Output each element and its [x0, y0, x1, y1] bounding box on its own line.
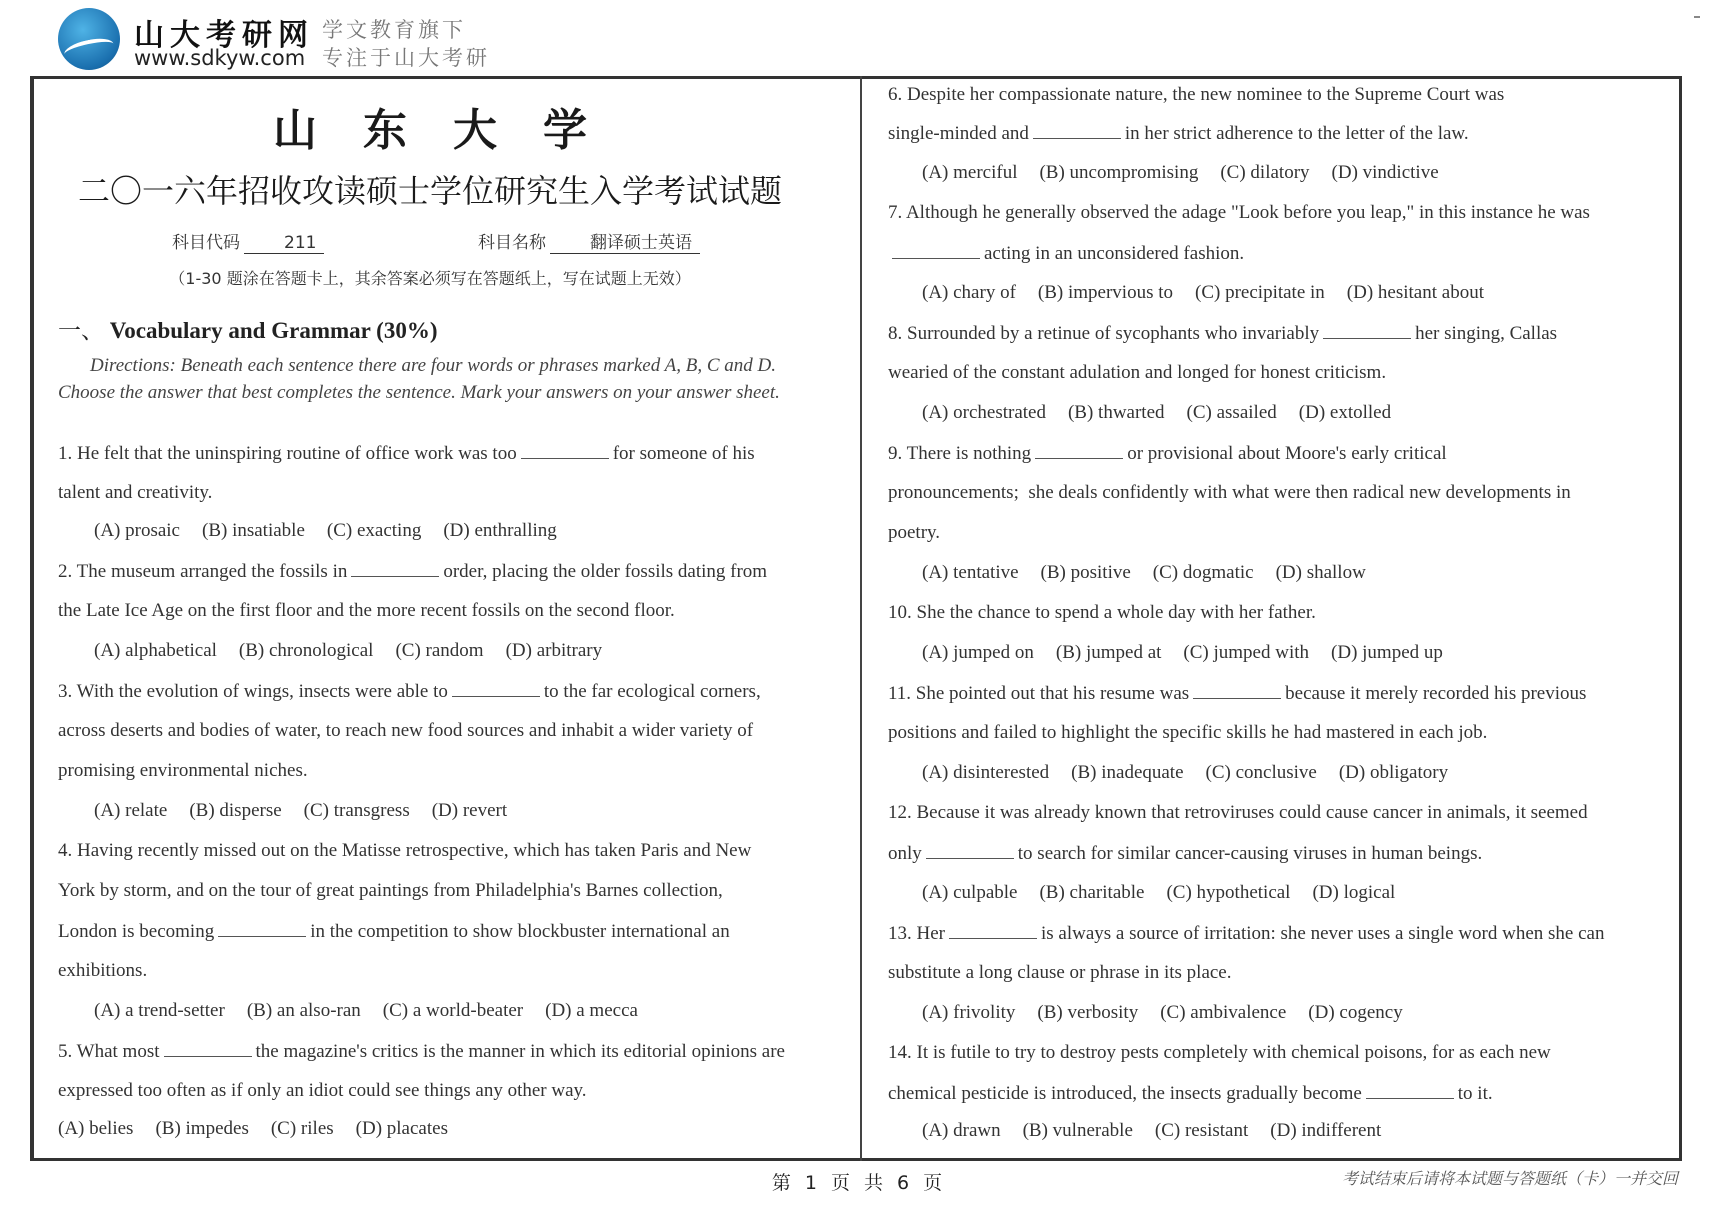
subject-code-value: 211 — [244, 233, 324, 254]
q14-text: chemical pesticide is introduced, the insects gradually become — [888, 1083, 1362, 1104]
q6-text: in her strict adherence to the letter of the law. — [1124, 123, 1469, 144]
question-4: 4. Having recently missed out on the Matisse retrospective, which has taken Paris and New — [58, 840, 752, 861]
q2-options — [94, 640, 624, 662]
option-c: (C) transgress — [303, 800, 410, 821]
option-b: (B) chronological — [238, 640, 374, 661]
question-6: 6. Despite her compassionate nature, the new nominee to the Supreme Court was — [888, 84, 1505, 105]
option-a: (A) jumped on — [922, 642, 1034, 663]
q1-continued: talent and creativity. — [58, 482, 213, 503]
q13-continued: substitute a long clause or phrase in its place. — [888, 962, 1232, 983]
q7-options — [922, 282, 1506, 304]
option-c: (C) precipitate in — [1195, 282, 1325, 303]
q12-text: to search for similar cancer-causing viruses in human beings. — [1017, 843, 1483, 864]
q4-options — [94, 1000, 660, 1022]
option-b: (B) impervious to — [1037, 282, 1174, 303]
site-name: 山大考研网 — [134, 18, 314, 53]
q4-text: London is becoming — [58, 921, 215, 942]
q3-text: 3. With the evolution of wings, insects were able to — [58, 681, 448, 702]
q4-text: in the competition to show blockbuster international an — [310, 921, 730, 942]
option-c: (C) a world-beater — [382, 1000, 524, 1021]
option-b: (B) thwarted — [1067, 402, 1165, 423]
q13-text: is always a source of irritation: she never uses a single word when she can — [1040, 923, 1605, 944]
slogan-line-1: 学文教育旗下 — [322, 18, 466, 42]
option-b: (B) disperse — [189, 800, 282, 821]
q9-options — [922, 562, 1388, 584]
answer-blank — [351, 560, 439, 577]
q1-text: for someone of his — [612, 443, 755, 464]
option-a: (A) alphabetical — [94, 640, 217, 661]
option-a: (A) a trend-setter — [94, 1000, 225, 1021]
answer-blank — [949, 922, 1037, 939]
option-b: (B) verbosity — [1037, 1002, 1139, 1023]
site-url[interactable]: www.sdkyw.com — [134, 46, 306, 70]
q9-continued: poetry. — [888, 522, 941, 543]
option-b: (B) an also-ran — [246, 1000, 361, 1021]
subject-name-label: 科目名称 — [478, 233, 546, 253]
option-b: (B) charitable — [1039, 882, 1145, 903]
q6-options — [922, 162, 1461, 184]
option-c: (C) riles — [270, 1118, 334, 1139]
q14-text: to it. — [1457, 1083, 1493, 1104]
corner-mark — [1694, 16, 1700, 18]
q12-text: only — [888, 843, 922, 864]
option-a: (A) frivolity — [922, 1002, 1016, 1023]
option-a: (A) disinterested — [922, 762, 1050, 783]
option-b: (B) positive — [1040, 562, 1131, 583]
question-5 — [58, 1040, 785, 1063]
option-d: (D) placates — [355, 1118, 448, 1139]
option-d: (D) indifferent — [1270, 1120, 1382, 1141]
q5-text: the magazine's critics is the manner in which its editorial opinions are — [255, 1041, 785, 1062]
option-b: (B) insatiable — [202, 520, 305, 541]
q6-text: single-minded and — [888, 123, 1029, 144]
option-d: (D) shallow — [1275, 562, 1366, 583]
question-14: 14. It is futile to try to destroy pests completely with chemical poisons, for as each new — [888, 1042, 1551, 1063]
q9-text: she deals confidently with what were then radical new developments in — [1028, 482, 1571, 503]
q9-continued — [888, 482, 1571, 504]
subject-name — [478, 228, 700, 254]
option-a: (A) merciful — [922, 162, 1018, 183]
q9-text: pronouncements; — [888, 482, 1019, 503]
question-9 — [888, 442, 1447, 465]
option-a: (A) relate — [94, 800, 168, 821]
subject-code — [172, 228, 324, 254]
q1-options — [94, 520, 579, 542]
q8-continued: wearied of the constant adulation and longed for honest criticism. — [888, 362, 1387, 383]
option-b: (B) uncompromising — [1039, 162, 1199, 183]
q3-options — [94, 800, 529, 822]
option-c: (C) dilatory — [1220, 162, 1310, 183]
q7-text: acting in an unconsidered fashion. — [984, 243, 1245, 264]
option-c: (C) assailed — [1186, 402, 1277, 423]
q5-text: 5. What most — [58, 1041, 160, 1062]
column-divider — [860, 76, 862, 1161]
q6-continued — [888, 122, 1469, 145]
option-c: (C) hypothetical — [1166, 882, 1291, 903]
answer-blank — [218, 920, 306, 937]
q12-continued — [888, 842, 1482, 865]
answer-instructions: （1-30 题涂在答题卡上，其余答案必须写在答题纸上，写在试题上无效） — [169, 269, 691, 288]
page-number: 第 1 页 共 6 页 — [771, 1172, 947, 1194]
subject-name-value: 翻译硕士英语 — [550, 228, 700, 254]
q9-text: or provisional about Moore's early critical — [1127, 443, 1447, 464]
option-a: (A) orchestrated — [922, 402, 1046, 423]
answer-blank — [1035, 442, 1123, 459]
answer-blank — [1323, 322, 1411, 339]
option-c: (C) jumped with — [1183, 642, 1310, 663]
option-a: (A) chary of — [922, 282, 1016, 303]
option-a: (A) prosaic — [94, 520, 180, 541]
option-b: (B) vulnerable — [1022, 1120, 1133, 1141]
q9-text: 9. There is nothing — [888, 443, 1032, 464]
question-8 — [888, 322, 1557, 345]
option-d: (D) jumped up — [1331, 642, 1443, 663]
q11-text: 11. She pointed out that his resume was — [888, 683, 1190, 704]
option-d: (D) vindictive — [1331, 162, 1439, 183]
question-3 — [58, 680, 761, 703]
q11-text: because it merely recorded his previous — [1285, 683, 1587, 704]
answer-blank — [521, 442, 609, 459]
answer-blank — [1193, 682, 1281, 699]
option-c: (C) dogmatic — [1152, 562, 1254, 583]
option-b: (B) impedes — [155, 1118, 249, 1139]
option-a: (A) belies — [58, 1118, 134, 1139]
section-directions: Directions: Beneath each sentence there are four words or phrases marked A, B, C and D. Choose the answer that best completes the sentence. Mark your answers on your answer sheet. — [58, 355, 780, 403]
university-name: 山东大学 — [273, 105, 633, 156]
option-c: (C) conclusive — [1205, 762, 1317, 783]
option-d: (D) extolled — [1298, 402, 1392, 423]
question-13 — [888, 922, 1604, 945]
q8-text: 8. Surrounded by a retinue of sycophants who invariably — [888, 323, 1320, 344]
q12-options — [922, 882, 1417, 904]
q11-options — [922, 762, 1470, 784]
option-d: (D) enthralling — [443, 520, 557, 541]
q4-continued: York by storm, and on the tour of great paintings from Philadelphia's Barnes collection, — [58, 880, 723, 901]
q5-options — [58, 1118, 470, 1140]
exam-title: 二〇一六年招收攻读硕士学位研究生入学考试试题 — [77, 172, 782, 210]
option-c: (C) resistant — [1154, 1120, 1249, 1141]
subject-code-label: 科目代码 — [172, 233, 240, 253]
q2-continued: the Late Ice Age on the first floor and the more recent fossils on the second floor. — [58, 600, 675, 621]
answer-blank — [452, 680, 540, 697]
q5-continued: expressed too often as if only an idiot could see things any other way. — [58, 1080, 587, 1101]
q4-continued — [58, 920, 730, 943]
option-d: (D) arbitrary — [505, 640, 603, 661]
option-d: (D) revert — [431, 800, 508, 821]
question-10: 10. She the chance to spend a whole day with her father. — [888, 602, 1316, 623]
question-1 — [58, 442, 755, 465]
q13-options — [922, 1002, 1425, 1024]
q3-continued: across deserts and bodies of water, to reach new food sources and inhabit a wider variety of — [58, 720, 754, 741]
option-d: (D) logical — [1312, 882, 1396, 903]
q2-text: order, placing the older fossils dating from — [443, 561, 768, 582]
section-number: 一、 — [58, 318, 104, 344]
option-b: (B) jumped at — [1055, 642, 1162, 663]
option-d: (D) a mecca — [545, 1000, 638, 1021]
q2-text: 2. The museum arranged the fossils in — [58, 561, 348, 582]
option-a: (A) culpable — [922, 882, 1018, 903]
q14-options — [922, 1120, 1403, 1142]
q11-continued: positions and failed to highlight the specific skills he had mastered in each job. — [888, 722, 1488, 743]
site-logo-icon — [58, 8, 120, 70]
q1-text: 1. He felt that the uninspiring routine of office work was too — [58, 443, 517, 464]
answer-blank — [1033, 122, 1121, 139]
answer-blank — [892, 242, 980, 259]
question-2 — [58, 560, 767, 583]
option-c: (C) exacting — [326, 520, 422, 541]
section-title: Vocabulary and Grammar (30%) — [109, 318, 438, 343]
q8-options — [922, 402, 1413, 424]
q8-text: her singing, Callas — [1415, 323, 1558, 344]
option-d: (D) cogency — [1308, 1002, 1403, 1023]
option-a: (A) drawn — [922, 1120, 1001, 1141]
q10-options — [922, 642, 1465, 664]
answer-blank — [926, 842, 1014, 859]
q3-text: to the far ecological corners, — [543, 681, 761, 702]
question-7: 7. Although he generally observed the adage "Look before you leap," in this instance he was — [888, 202, 1590, 223]
option-a: (A) tentative — [922, 562, 1019, 583]
question-12: 12. Because it was already known that retroviruses could cause cancer in animals, it seemed — [888, 802, 1588, 823]
option-d: (D) hesitant about — [1346, 282, 1484, 303]
q7-continued — [888, 242, 1244, 265]
question-11 — [888, 682, 1586, 705]
option-c: (C) ambivalence — [1160, 1002, 1287, 1023]
q14-continued — [888, 1082, 1493, 1105]
option-d: (D) obligatory — [1338, 762, 1449, 783]
option-c: (C) random — [395, 640, 484, 661]
footer-note: 考试结束后请将本试题与答题纸（卡）一并交回 — [1341, 1169, 1678, 1188]
slogan-line-2: 专注于山大考研 — [322, 46, 490, 70]
q13-text: 13. Her — [888, 923, 945, 944]
section-heading — [58, 312, 438, 345]
answer-blank — [164, 1040, 252, 1057]
option-b: (B) inadequate — [1071, 762, 1184, 783]
q4-continued: exhibitions. — [58, 960, 148, 981]
answer-blank — [1366, 1082, 1454, 1099]
q3-continued: promising environmental niches. — [58, 760, 308, 781]
